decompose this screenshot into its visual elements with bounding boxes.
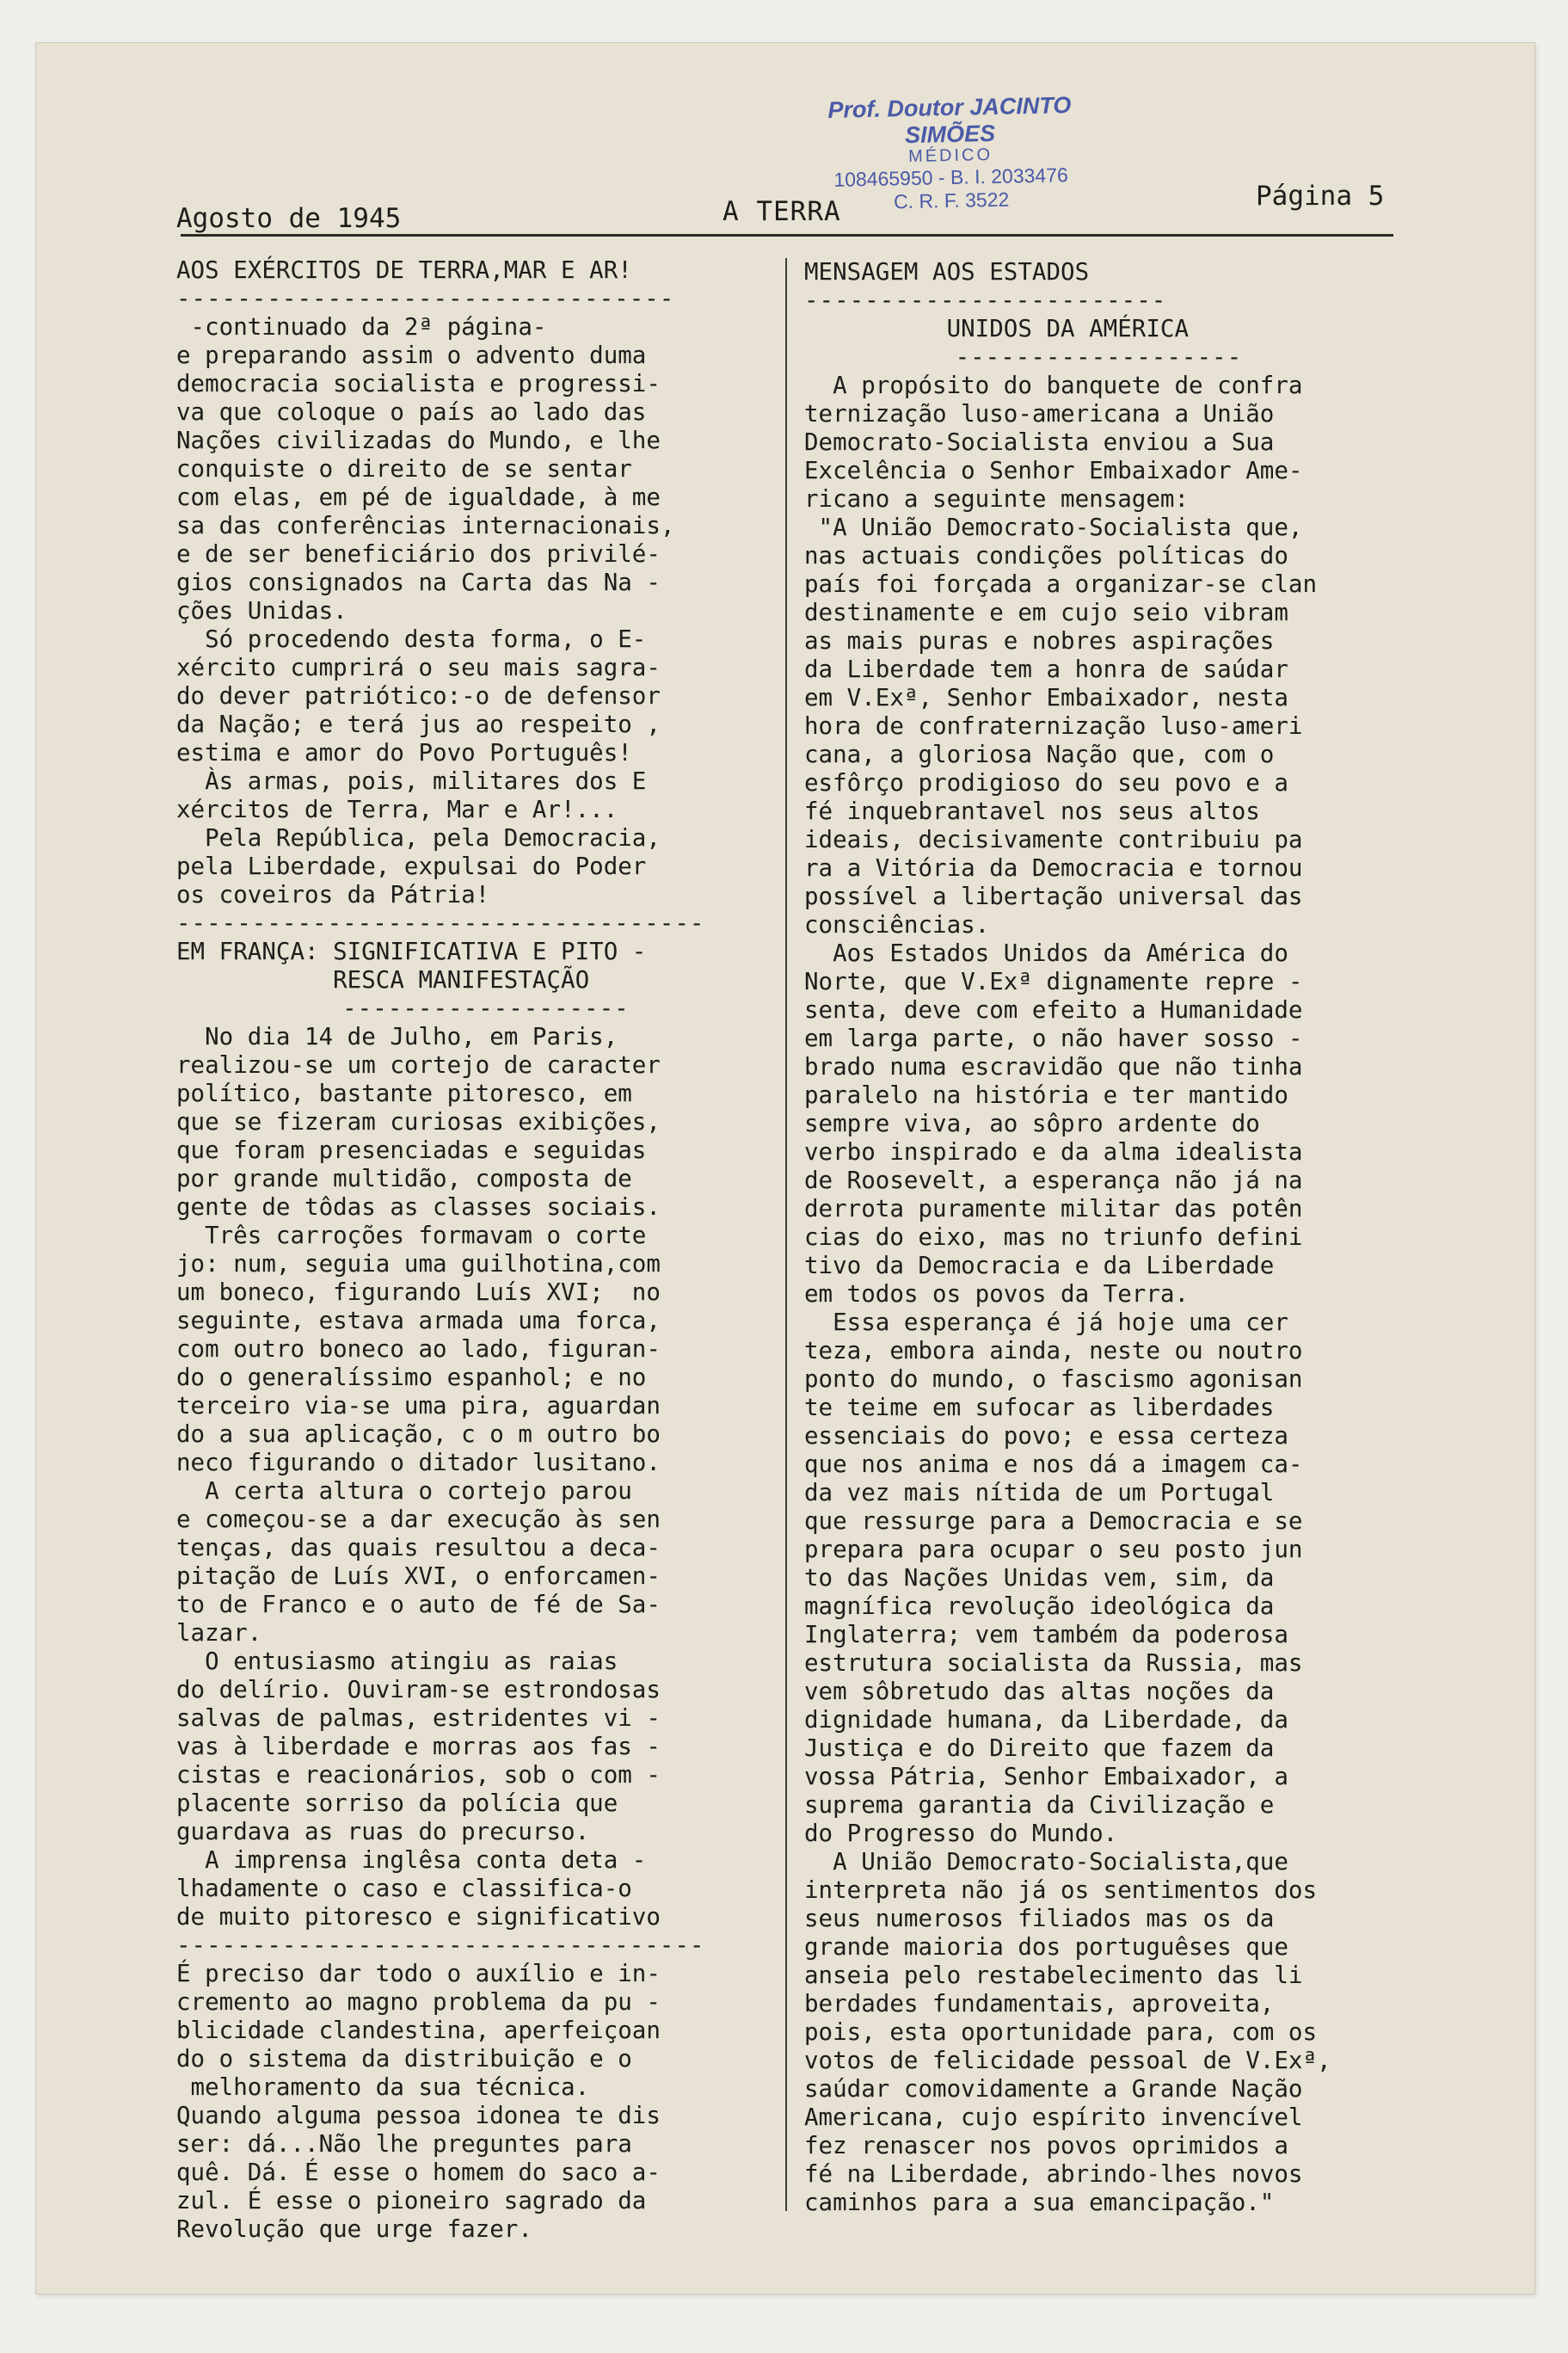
- text-line: melhoramento da sua técnica.: [176, 2073, 590, 2101]
- newspaper-title: A TERRA: [723, 196, 841, 227]
- text-line: EM FRANÇA: SIGNIFICATIVA E PITO -: [176, 938, 647, 965]
- text-line: jo: num, seguia uma guilhotina,com: [176, 1250, 661, 1278]
- text-line: derrota puramente militar das potên: [804, 1195, 1303, 1223]
- text-line: da vez mais nítida de um Portugal: [804, 1479, 1275, 1506]
- text-line: vas à liberdade e morras aos fas -: [176, 1733, 661, 1760]
- text-line: Justiça e do Direito que fazem da: [804, 1734, 1275, 1762]
- text-line: Democrato-Socialista enviou a Sua: [804, 428, 1275, 456]
- text-line: A imprensa inglêsa conta deta -: [176, 1846, 647, 1874]
- text-line: que foram presenciadas e seguidas: [176, 1136, 647, 1164]
- text-line: seguinte, estava armada uma forca,: [176, 1307, 661, 1334]
- text-line: Três carroções formavam o corte: [176, 1222, 647, 1249]
- text-line: te teime em sufocar as liberdades: [804, 1394, 1275, 1421]
- text-line: xército cumprirá o seu mais sagra-: [176, 654, 661, 681]
- text-line: xércitos de Terra, Mar e Ar!...: [176, 796, 618, 823]
- text-line: O entusiasmo atingiu as raias: [176, 1648, 618, 1675]
- text-line: suprema garantia da Civilização e: [804, 1791, 1275, 1819]
- text-line: com outro boneco ao lado, figuran-: [176, 1335, 661, 1363]
- text-line: to das Nações Unidas vem, sim, da: [804, 1564, 1275, 1592]
- text-line: esfôrço prodigioso do seu povo e a: [804, 769, 1288, 797]
- text-line: placente sorriso da polícia que: [176, 1789, 618, 1817]
- text-line: votos de felicidade pessoal de V.Exª,: [804, 2047, 1331, 2074]
- text-line: fez renascer nos povos oprimidos a: [804, 2132, 1288, 2159]
- text-line: saúdar comovidamente a Grande Nação: [804, 2075, 1303, 2103]
- text-line: -----------------------------------: [176, 1931, 705, 1959]
- text-line: hora de confraternização luso-ameri: [804, 712, 1303, 740]
- text-line: possível a libertação universal das: [804, 883, 1303, 910]
- text-line: "A União Democrato-Socialista que,: [804, 514, 1303, 541]
- text-line: paralelo na história e ter mantido: [804, 1081, 1288, 1109]
- page-header: [138, 172, 1411, 241]
- text-line: Nações civilizadas do Mundo, e lhe: [176, 427, 661, 454]
- text-line: realizou-se um cortejo de caracter: [176, 1051, 661, 1079]
- text-line: neco figurando o ditador lusitano.: [176, 1449, 661, 1476]
- text-line: cistas e reacionários, sob o com -: [176, 1761, 661, 1789]
- text-line: MENSAGEM AOS ESTADOS: [804, 258, 1090, 286]
- stamp-title: MÉDICO: [907, 145, 993, 167]
- stamp-line-4: C. R. F. 3522: [893, 188, 1010, 213]
- text-line: AOS EXÉRCITOS DE TERRA,MAR E AR!: [176, 256, 632, 284]
- text-line: senta, deve com efeito a Humanidade: [804, 996, 1303, 1024]
- stamp-line-3: 108465950 - B. I. 2033476: [833, 163, 1069, 191]
- text-line: -------------------: [176, 995, 630, 1022]
- text-line: anseia pelo restabelecimento das li: [804, 1962, 1303, 1989]
- text-line: ricano a seguinte mensagem:: [804, 485, 1190, 513]
- stamp-name: Prof. Doutor JACINTO SIMÕES: [827, 92, 1072, 149]
- text-line: va que coloque o país ao lado das: [176, 398, 647, 426]
- text-line: em todos os povos da Terra.: [804, 1280, 1190, 1308]
- text-line: No dia 14 de Julho, em Paris,: [176, 1023, 618, 1050]
- text-line: essenciais do povo; e essa certeza: [804, 1422, 1288, 1450]
- text-line: fé na Liberdade, abrindo-lhes novos: [804, 2160, 1303, 2188]
- text-line: É preciso dar todo o auxílio e in-: [176, 1960, 661, 1987]
- text-line: estrutura socialista da Russia, mas: [804, 1649, 1303, 1677]
- text-line: UNIDOS DA AMÉRICA: [804, 315, 1190, 342]
- text-line: pela Liberdade, expulsai do Poder: [176, 853, 647, 880]
- text-line: as mais puras e nobres aspirações: [804, 627, 1275, 655]
- text-line: pitação de Luís XVI, o enforcamen-: [176, 1562, 661, 1590]
- text-line: do delírio. Ouviram-se estrondosas: [176, 1676, 661, 1703]
- text-line: destinamente e em cujo seio vibram: [804, 599, 1288, 626]
- text-line: prepara para ocupar o seu posto jun: [804, 1536, 1303, 1563]
- text-line: fé inquebrantavel nos seus altos: [804, 798, 1260, 825]
- text-line: A certa altura o cortejo parou: [176, 1477, 632, 1505]
- text-line: gente de tôdas as classes sociais.: [176, 1193, 661, 1221]
- text-line: -continuado da 2ª página-: [176, 313, 547, 341]
- text-line: do dever patriótico:-o de defensor: [176, 682, 661, 710]
- text-line: terceiro via-se uma pira, aguardan: [176, 1392, 661, 1420]
- text-line: Norte, que V.Exª dignamente repre -: [804, 968, 1303, 995]
- text-line: em larga parte, o não haver sosso -: [804, 1025, 1303, 1052]
- text-line: dignidade humana, da Liberdade, da: [804, 1706, 1288, 1734]
- text-line: RESCA MANIFESTAÇÃO: [176, 966, 590, 994]
- issue-date: Agosto de 1945: [176, 203, 402, 234]
- text-line: brado numa escravidão que não tinha: [804, 1053, 1303, 1081]
- text-line: A União Democrato-Socialista,que: [804, 1848, 1288, 1876]
- text-line: grande maioria dos portuguêses que: [804, 1933, 1288, 1961]
- text-line: vossa Pátria, Senhor Embaixador, a: [804, 1763, 1288, 1790]
- text-line: cias do eixo, mas no triunfo defini: [804, 1223, 1303, 1251]
- text-line: Inglaterra; vem também da poderosa: [804, 1621, 1288, 1648]
- text-line: A propósito do banquete de confra: [804, 372, 1303, 399]
- text-line: de muito pitoresco e significativo: [176, 1903, 661, 1931]
- text-line: e preparando assim o advento duma: [176, 342, 647, 369]
- text-line: Aos Estados Unidos da América do: [804, 939, 1288, 967]
- text-line: ternização luso-americana a União: [804, 400, 1275, 428]
- text-line: gios consignados na Carta das Na -: [176, 569, 661, 596]
- right-column: [804, 258, 1423, 2217]
- text-line: quê. Dá. É esse o homem do saco a-: [176, 2159, 661, 2186]
- text-line: que se fizeram curiosas exibições,: [176, 1108, 661, 1136]
- text-line: ------------------------: [804, 286, 1167, 314]
- text-line: estima e amor do Povo Português!: [176, 739, 632, 767]
- text-line: guardava as ruas do precurso.: [176, 1818, 590, 1845]
- text-line: tivo da Democracia e da Liberdade: [804, 1252, 1275, 1279]
- text-line: Só procedendo desta forma, o E-: [176, 625, 647, 653]
- text-line: Às armas, pois, militares dos E: [176, 767, 647, 795]
- text-line: sempre viva, ao sôpro ardente do: [804, 1110, 1260, 1137]
- text-line: Pela República, pela Democracia,: [176, 824, 661, 852]
- text-line: ções Unidas.: [176, 597, 347, 625]
- text-line: pois, esta oportunidade para, com os: [804, 2018, 1318, 2046]
- text-line: sa das conferências internacionais,: [176, 512, 675, 539]
- text-line: do Progresso do Mundo.: [804, 1820, 1118, 1847]
- column-divider: [785, 258, 787, 2211]
- text-line: da Nação; e terá jus ao respeito ,: [176, 711, 661, 738]
- text-line: ideais, decisivamente contribuiu pa: [804, 826, 1303, 853]
- text-line: nas actuais condições políticas do: [804, 542, 1288, 570]
- text-line: do a sua aplicação, c o m outro bo: [176, 1420, 661, 1448]
- page-number: Página 5: [1256, 181, 1385, 212]
- text-line: interpreta não já os sentimentos dos: [804, 1876, 1318, 1904]
- text-line: os coveiros da Pátria!: [176, 881, 490, 909]
- text-line: cremento ao magno problema da pu -: [176, 1988, 661, 2016]
- text-line: consciências.: [804, 911, 990, 939]
- text-line: ser: dá...Não lhe preguntes para: [176, 2130, 632, 2158]
- text-line: -------------------: [804, 343, 1243, 371]
- text-line: berdades fundamentais, aproveita,: [804, 1990, 1275, 2017]
- text-line: Excelência o Senhor Embaixador Ame-: [804, 457, 1303, 484]
- text-line: e de ser beneficiário dos privilé-: [176, 540, 661, 568]
- text-line: -----------------------------------: [176, 909, 705, 937]
- text-line: vem sôbretudo das altas noções da: [804, 1678, 1275, 1705]
- text-line: lazar.: [176, 1619, 262, 1647]
- text-line: por grande multidão, composta de: [176, 1165, 632, 1192]
- text-line: país foi forçada a organizar-se clan: [804, 570, 1318, 598]
- header-rule: [181, 234, 1393, 237]
- text-line: da Liberdade tem a honra de saúdar: [804, 656, 1288, 683]
- text-line: zul. É esse o pioneiro sagrado da: [176, 2187, 647, 2214]
- text-line: to de Franco e o auto de fé de Sa-: [176, 1591, 661, 1618]
- text-line: blicidade clandestina, aperfeiçoan: [176, 2017, 661, 2044]
- text-line: do o generalíssimo espanhol; e no: [176, 1364, 647, 1391]
- text-line: Essa esperança é já hoje uma cer: [804, 1309, 1288, 1336]
- text-line: lhadamente o caso e classifica-o: [176, 1875, 632, 1902]
- text-line: com elas, em pé de igualdade, à me: [176, 484, 661, 511]
- text-line: conquiste o direito de se sentar: [176, 455, 632, 483]
- text-line: de Roosevelt, a esperança não já na: [804, 1167, 1303, 1194]
- text-line: tenças, das quais resultou a deca-: [176, 1534, 661, 1561]
- text-line: democracia socialista e progressi-: [176, 370, 661, 397]
- text-line: ponto do mundo, o fascismo agonisan: [804, 1365, 1303, 1393]
- text-line: salvas de palmas, estridentes vi -: [176, 1704, 661, 1732]
- left-column: [176, 256, 778, 2244]
- text-line: um boneco, figurando Luís XVI; no: [176, 1278, 661, 1306]
- text-line: ---------------------------------: [176, 285, 675, 312]
- text-line: político, bastante pitoresco, em: [176, 1080, 632, 1107]
- text-line: verbo inspirado e da alma idealista: [804, 1138, 1303, 1166]
- text-line: cana, a gloriosa Nação que, com o: [804, 741, 1275, 768]
- text-line: teza, embora ainda, neste ou noutro: [804, 1337, 1303, 1364]
- text-line: magnífica revolução ideológica da: [804, 1592, 1275, 1620]
- text-line: que nos anima e nos dá a imagem ca-: [804, 1451, 1303, 1478]
- text-line: ra a Vitória da Democracia e tornou: [804, 854, 1303, 882]
- text-line: do o sistema da distribuição e o: [176, 2045, 632, 2073]
- text-line: e começou-se a dar execução às sen: [176, 1506, 661, 1533]
- text-line: em V.Exª, Senhor Embaixador, nesta: [804, 684, 1288, 711]
- text-line: que ressurge para a Democracia e se: [804, 1507, 1303, 1535]
- text-line: Quando alguma pessoa idonea te dis: [176, 2102, 661, 2129]
- text-line: Americana, cujo espírito invencível: [804, 2104, 1303, 2131]
- text-line: caminhos para a sua emancipação.": [804, 2189, 1275, 2216]
- text-line: seus numerosos filiados mas os da: [804, 1905, 1275, 1932]
- text-line: Revolução que urge fazer.: [176, 2215, 532, 2243]
